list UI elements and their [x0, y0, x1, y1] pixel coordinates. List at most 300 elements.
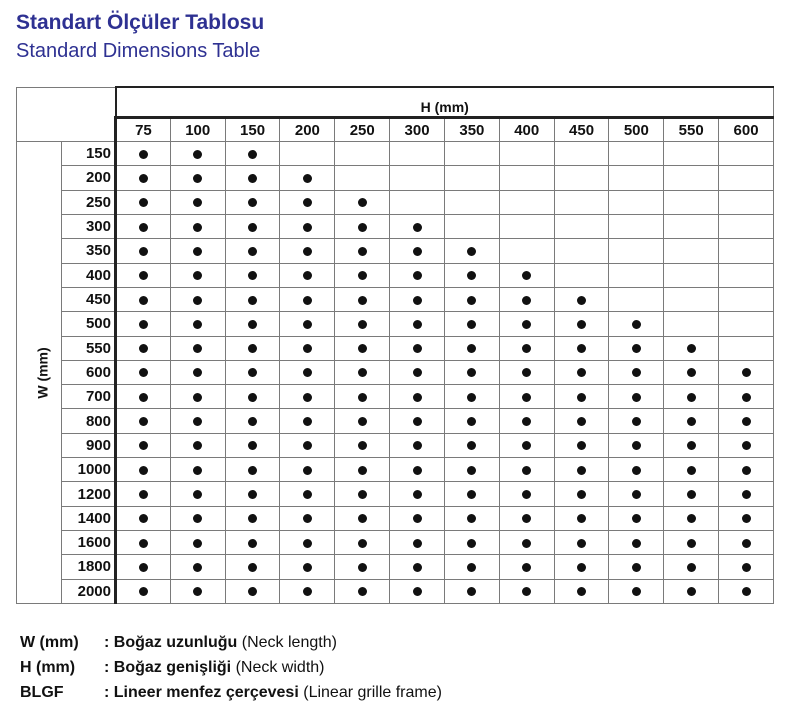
table-cell	[719, 555, 774, 579]
table-cell	[116, 312, 171, 336]
available-dot-icon	[413, 223, 422, 232]
available-dot-icon	[522, 466, 531, 475]
table-cell	[170, 214, 225, 238]
available-dot-icon	[687, 563, 696, 572]
table-cell	[225, 166, 280, 190]
available-dot-icon	[248, 490, 257, 499]
available-dot-icon	[248, 150, 257, 159]
table-row	[17, 214, 774, 238]
table-cell	[170, 312, 225, 336]
table-row	[17, 166, 774, 190]
table-cell	[116, 506, 171, 530]
table-cell	[335, 142, 390, 166]
table-row	[17, 263, 774, 287]
table-cell	[664, 506, 719, 530]
legend-row	[20, 630, 442, 655]
available-dot-icon	[467, 271, 476, 280]
table-cell	[225, 433, 280, 457]
available-dot-icon	[303, 587, 312, 596]
legend-term-en: (Neck length)	[241, 634, 337, 651]
available-dot-icon	[303, 417, 312, 426]
available-dot-icon	[358, 368, 367, 377]
table-row	[17, 458, 774, 482]
table-cell	[390, 458, 445, 482]
table-cell	[116, 458, 171, 482]
available-dot-icon	[139, 271, 148, 280]
table-cell	[719, 458, 774, 482]
table-cell	[719, 142, 774, 166]
table-cell	[499, 312, 554, 336]
table-cell	[499, 166, 554, 190]
available-dot-icon	[303, 514, 312, 523]
available-dot-icon	[139, 174, 148, 183]
table-cell	[116, 433, 171, 457]
table-cell	[390, 239, 445, 263]
available-dot-icon	[632, 563, 641, 572]
table-cell	[719, 263, 774, 287]
available-dot-icon	[193, 174, 202, 183]
table-cell	[554, 263, 609, 287]
table-cell	[444, 336, 499, 360]
available-dot-icon	[413, 271, 422, 280]
legend-row	[20, 680, 442, 705]
available-dot-icon	[687, 441, 696, 450]
table-cell	[444, 142, 499, 166]
available-dot-icon	[139, 466, 148, 475]
table-cell	[499, 433, 554, 457]
available-dot-icon	[193, 441, 202, 450]
available-dot-icon	[467, 514, 476, 523]
w-value-header: 350	[62, 239, 116, 263]
table-cell	[664, 312, 719, 336]
table-cell	[225, 409, 280, 433]
table-cell	[444, 190, 499, 214]
available-dot-icon	[193, 466, 202, 475]
available-dot-icon	[248, 247, 257, 256]
available-dot-icon	[632, 417, 641, 426]
table-cell	[280, 506, 335, 530]
table-cell	[499, 263, 554, 287]
table-cell	[554, 336, 609, 360]
available-dot-icon	[467, 563, 476, 572]
h-value-header: 350	[444, 118, 499, 142]
available-dot-icon	[522, 563, 531, 572]
table-cell	[225, 506, 280, 530]
table-cell	[170, 263, 225, 287]
available-dot-icon	[687, 490, 696, 499]
table-cell	[390, 433, 445, 457]
available-dot-icon	[577, 320, 586, 329]
available-dot-icon	[413, 514, 422, 523]
table-cell	[499, 531, 554, 555]
table-cell	[335, 312, 390, 336]
available-dot-icon	[742, 417, 751, 426]
h-value-header: 200	[280, 118, 335, 142]
table-cell	[554, 190, 609, 214]
available-dot-icon	[467, 320, 476, 329]
table-cell	[225, 458, 280, 482]
available-dot-icon	[193, 539, 202, 548]
available-dot-icon	[467, 417, 476, 426]
available-dot-icon	[413, 490, 422, 499]
table-cell	[719, 385, 774, 409]
available-dot-icon	[467, 587, 476, 596]
available-dot-icon	[248, 223, 257, 232]
legend-key: W (mm)	[20, 634, 79, 651]
available-dot-icon	[248, 271, 257, 280]
table-cell	[444, 166, 499, 190]
table-cell	[335, 531, 390, 555]
available-dot-icon	[248, 320, 257, 329]
available-dot-icon	[413, 393, 422, 402]
available-dot-icon	[687, 587, 696, 596]
table-cell	[390, 336, 445, 360]
w-value-header: 450	[62, 287, 116, 311]
available-dot-icon	[248, 587, 257, 596]
available-dot-icon	[632, 539, 641, 548]
available-dot-icon	[248, 563, 257, 572]
available-dot-icon	[577, 514, 586, 523]
table-row	[17, 433, 774, 457]
table-cell	[719, 579, 774, 603]
corner-cell	[17, 87, 116, 142]
available-dot-icon	[467, 296, 476, 305]
available-dot-icon	[522, 393, 531, 402]
available-dot-icon	[632, 393, 641, 402]
available-dot-icon	[303, 320, 312, 329]
w-axis-label: W (mm)	[34, 346, 51, 399]
table-cell	[170, 409, 225, 433]
table-cell	[499, 142, 554, 166]
table-cell	[444, 555, 499, 579]
dimensions-table-container	[16, 86, 774, 604]
h-value-header: 500	[609, 118, 664, 142]
table-cell	[170, 482, 225, 506]
available-dot-icon	[139, 393, 148, 402]
table-cell	[280, 579, 335, 603]
available-dot-icon	[522, 368, 531, 377]
available-dot-icon	[413, 344, 422, 353]
available-dot-icon	[522, 296, 531, 305]
table-cell	[609, 142, 664, 166]
available-dot-icon	[577, 563, 586, 572]
table-cell	[664, 579, 719, 603]
legend-term-en: (Linear grille frame)	[303, 684, 442, 701]
available-dot-icon	[522, 344, 531, 353]
table-cell	[116, 166, 171, 190]
table-cell	[719, 312, 774, 336]
available-dot-icon	[687, 514, 696, 523]
available-dot-icon	[358, 247, 367, 256]
table-cell	[116, 142, 171, 166]
table-cell	[116, 482, 171, 506]
available-dot-icon	[742, 587, 751, 596]
available-dot-icon	[193, 587, 202, 596]
table-cell	[170, 166, 225, 190]
table-cell	[390, 506, 445, 530]
page-subtitle: Standard Dimensions Table	[16, 40, 261, 62]
table-row	[17, 482, 774, 506]
table-cell	[719, 506, 774, 530]
table-row	[17, 142, 774, 166]
legend-separator: :	[104, 659, 110, 676]
legend-key: H (mm)	[20, 659, 76, 676]
table-cell	[280, 555, 335, 579]
table-cell	[225, 336, 280, 360]
h-value-header: 550	[664, 118, 719, 142]
available-dot-icon	[413, 441, 422, 450]
available-dot-icon	[413, 247, 422, 256]
legend-term-tr: Boğaz genişliği	[113, 659, 232, 676]
table-cell	[719, 336, 774, 360]
available-dot-icon	[303, 563, 312, 572]
available-dot-icon	[632, 441, 641, 450]
available-dot-icon	[358, 539, 367, 548]
available-dot-icon	[139, 539, 148, 548]
table-cell	[335, 287, 390, 311]
available-dot-icon	[358, 344, 367, 353]
available-dot-icon	[248, 296, 257, 305]
table-cell	[280, 287, 335, 311]
table-cell	[116, 360, 171, 384]
table-cell	[719, 433, 774, 457]
table-cell	[664, 409, 719, 433]
table-row	[17, 579, 774, 603]
available-dot-icon	[632, 466, 641, 475]
table-cell	[116, 239, 171, 263]
available-dot-icon	[248, 393, 257, 402]
table-row	[17, 385, 774, 409]
table-cell	[554, 360, 609, 384]
table-cell	[170, 531, 225, 555]
available-dot-icon	[742, 368, 751, 377]
table-cell	[280, 263, 335, 287]
legend	[20, 630, 442, 705]
table-cell	[609, 263, 664, 287]
table-cell	[609, 482, 664, 506]
available-dot-icon	[413, 587, 422, 596]
h-value-header: 450	[554, 118, 609, 142]
available-dot-icon	[303, 296, 312, 305]
available-dot-icon	[303, 223, 312, 232]
table-cell	[664, 336, 719, 360]
legend-row	[20, 655, 442, 680]
available-dot-icon	[139, 563, 148, 572]
table-cell	[609, 312, 664, 336]
available-dot-icon	[413, 296, 422, 305]
table-cell	[280, 190, 335, 214]
available-dot-icon	[193, 393, 202, 402]
table-row	[17, 239, 774, 263]
available-dot-icon	[139, 150, 148, 159]
available-dot-icon	[193, 368, 202, 377]
table-cell	[499, 239, 554, 263]
available-dot-icon	[248, 417, 257, 426]
table-cell	[719, 360, 774, 384]
available-dot-icon	[358, 441, 367, 450]
available-dot-icon	[193, 417, 202, 426]
w-value-header: 1600	[62, 531, 116, 555]
table-cell	[444, 214, 499, 238]
table-cell	[609, 360, 664, 384]
table-cell	[225, 239, 280, 263]
available-dot-icon	[139, 368, 148, 377]
available-dot-icon	[577, 539, 586, 548]
available-dot-icon	[193, 271, 202, 280]
table-cell	[444, 360, 499, 384]
w-value-header: 700	[62, 385, 116, 409]
available-dot-icon	[742, 466, 751, 475]
table-cell	[335, 555, 390, 579]
available-dot-icon	[358, 223, 367, 232]
table-cell	[609, 190, 664, 214]
table-cell	[554, 433, 609, 457]
table-cell	[444, 263, 499, 287]
w-value-header: 300	[62, 214, 116, 238]
table-cell	[444, 312, 499, 336]
w-value-header: 900	[62, 433, 116, 457]
table-cell	[335, 336, 390, 360]
available-dot-icon	[413, 320, 422, 329]
table-cell	[225, 482, 280, 506]
table-cell	[719, 166, 774, 190]
table-cell	[225, 142, 280, 166]
table-cell	[664, 482, 719, 506]
table-cell	[554, 385, 609, 409]
available-dot-icon	[687, 466, 696, 475]
table-cell	[444, 482, 499, 506]
available-dot-icon	[139, 320, 148, 329]
available-dot-icon	[303, 271, 312, 280]
table-cell	[280, 214, 335, 238]
table-cell	[170, 433, 225, 457]
table-cell	[554, 166, 609, 190]
available-dot-icon	[742, 539, 751, 548]
available-dot-icon	[303, 466, 312, 475]
available-dot-icon	[358, 198, 367, 207]
table-cell	[664, 531, 719, 555]
table-cell	[499, 555, 554, 579]
available-dot-icon	[303, 198, 312, 207]
table-row	[17, 555, 774, 579]
available-dot-icon	[632, 490, 641, 499]
available-dot-icon	[358, 320, 367, 329]
available-dot-icon	[577, 393, 586, 402]
table-cell	[664, 385, 719, 409]
table-cell	[170, 190, 225, 214]
table-cell	[664, 360, 719, 384]
available-dot-icon	[467, 344, 476, 353]
available-dot-icon	[358, 417, 367, 426]
available-dot-icon	[248, 539, 257, 548]
available-dot-icon	[193, 247, 202, 256]
table-cell	[609, 531, 664, 555]
table-cell	[609, 555, 664, 579]
table-cell	[609, 579, 664, 603]
table-cell	[554, 287, 609, 311]
available-dot-icon	[303, 393, 312, 402]
available-dot-icon	[687, 417, 696, 426]
table-cell	[116, 409, 171, 433]
available-dot-icon	[577, 466, 586, 475]
h-value-header: 150	[225, 118, 280, 142]
table-cell	[280, 142, 335, 166]
table-cell	[280, 385, 335, 409]
available-dot-icon	[632, 514, 641, 523]
table-cell	[280, 166, 335, 190]
w-value-header: 400	[62, 263, 116, 287]
table-cell	[499, 506, 554, 530]
table-cell	[719, 482, 774, 506]
available-dot-icon	[522, 587, 531, 596]
page-title: Standart Ölçüler Tablosu	[16, 11, 265, 34]
table-cell	[225, 531, 280, 555]
table-cell	[335, 239, 390, 263]
table-cell	[170, 142, 225, 166]
table-row	[17, 336, 774, 360]
available-dot-icon	[248, 368, 257, 377]
table-cell	[335, 433, 390, 457]
table-row	[17, 506, 774, 530]
table-cell	[664, 555, 719, 579]
table-cell	[554, 409, 609, 433]
table-cell	[170, 555, 225, 579]
table-cell	[444, 239, 499, 263]
table-cell	[554, 482, 609, 506]
w-value-header: 500	[62, 312, 116, 336]
available-dot-icon	[522, 271, 531, 280]
available-dot-icon	[467, 490, 476, 499]
table-cell	[444, 579, 499, 603]
available-dot-icon	[358, 587, 367, 596]
table-cell	[116, 336, 171, 360]
available-dot-icon	[577, 490, 586, 499]
available-dot-icon	[193, 490, 202, 499]
table-cell	[444, 385, 499, 409]
table-cell	[719, 190, 774, 214]
table-cell	[554, 214, 609, 238]
table-cell	[335, 506, 390, 530]
h-value-header: 300	[390, 118, 445, 142]
table-cell	[554, 531, 609, 555]
table-cell	[499, 336, 554, 360]
available-dot-icon	[358, 393, 367, 402]
available-dot-icon	[139, 417, 148, 426]
table-cell	[170, 579, 225, 603]
available-dot-icon	[358, 296, 367, 305]
table-cell	[335, 409, 390, 433]
available-dot-icon	[139, 514, 148, 523]
available-dot-icon	[467, 247, 476, 256]
available-dot-icon	[577, 296, 586, 305]
available-dot-icon	[193, 150, 202, 159]
table-row	[17, 312, 774, 336]
h-value-header: 600	[719, 118, 774, 142]
table-cell	[280, 360, 335, 384]
available-dot-icon	[522, 490, 531, 499]
table-row	[17, 360, 774, 384]
table-cell	[664, 239, 719, 263]
table-cell	[719, 409, 774, 433]
table-cell	[116, 214, 171, 238]
table-cell	[609, 214, 664, 238]
w-value-header: 2000	[62, 579, 116, 603]
available-dot-icon	[632, 320, 641, 329]
available-dot-icon	[467, 393, 476, 402]
table-cell	[390, 579, 445, 603]
table-cell	[554, 458, 609, 482]
available-dot-icon	[577, 368, 586, 377]
